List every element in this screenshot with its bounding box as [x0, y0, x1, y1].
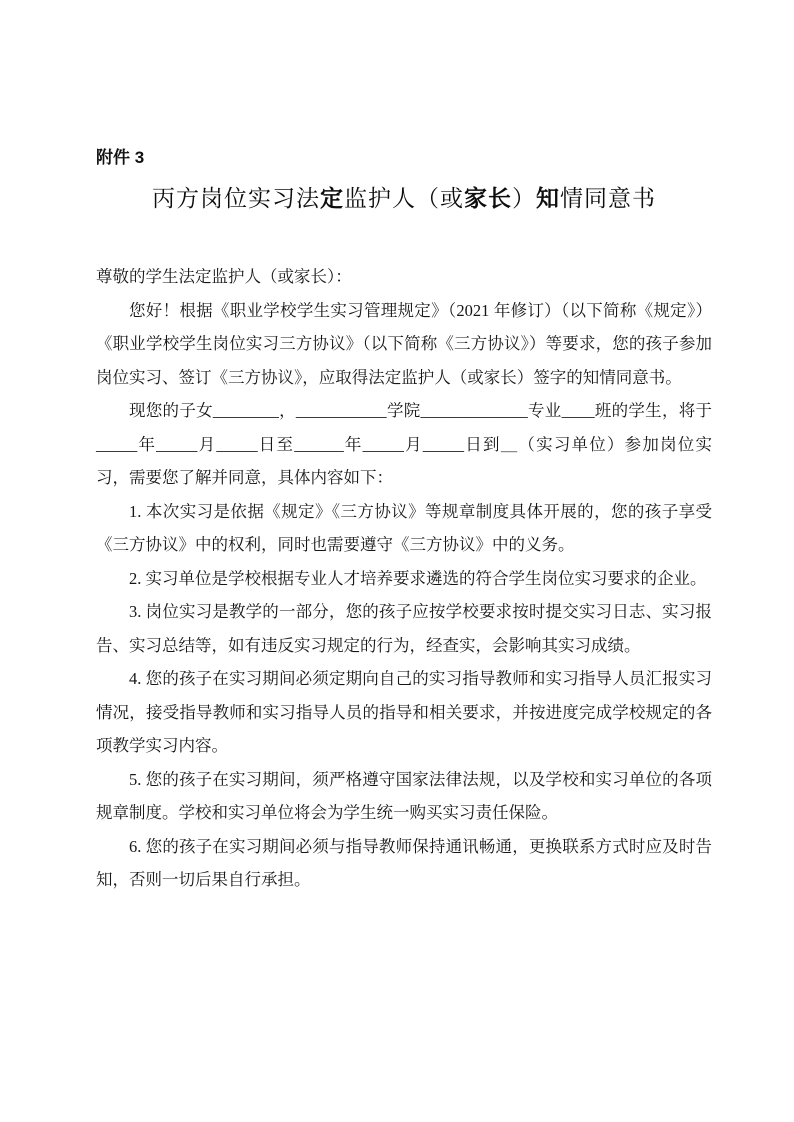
- greeting-line: 尊敬的学生法定监护人（或家长）：: [96, 267, 352, 286]
- title-segment-bold: 家长: [464, 186, 512, 211]
- title-segment-bold: 定: [320, 186, 344, 211]
- clause-4: 4. 您的孩子在实习期间必须定期向自己的实习指导教师和实习指导人员汇报实习情况，接受指导教师和实习指导人员的指导和相关要求，并按进度完成学校规定的各项教学实习内容。: [96, 669, 712, 755]
- clause-1: 1. 本次实习是依据《规定》《三方协议》等规章制度具体开展的，您的孩子享受《三方协议》中的权利，同时也需要遵守《三方协议》中的义务。: [96, 501, 712, 554]
- clause-2: 2. 实习单位是学校根据专业人才培养要求遴选的符合学生岗位实习要求的企业。: [129, 568, 707, 588]
- student-info-blanks-paragraph: 现您的子女________，___________学院_____________专业____班的学生，将于_____年_____月_____日至______年_____月_____日到＿（实习单位）参加岗位实习，需要您了解并同意，具体内容如下：: [96, 401, 712, 487]
- title-segment: 监护人（或: [344, 186, 464, 211]
- title-segment: 情同意书: [560, 186, 656, 211]
- attachment-label: 附件 3: [96, 148, 145, 167]
- clause-6: 6. 您的孩子在实习期间必须与指导教师保持通讯畅通，更换联系方式时应及时告知，否则一切后果自行承担。: [96, 836, 712, 889]
- title-segment: ）: [512, 186, 536, 211]
- title-segment-bold: 知: [536, 186, 560, 211]
- document-title: [96, 184, 712, 214]
- title-segment: 丙方岗位实习法: [152, 186, 320, 211]
- intro-paragraph: 您好！根据《职业学校学生实习管理规定》（2021 年修订）（以下简称《规定》）《职业学校学生岗位实习三方协议》（以下简称《三方协议》）等要求，您的孩子参加岗位实习、签订《三方协议》，应取得法定监护人（或家长）签字的知情同意书。: [96, 300, 712, 387]
- clause-5: 5. 您的孩子在实习期间，须严格遵守国家法律法规，以及学校和实习单位的各项规章制度。学校和实习单位将会为学生统一购买实习责任保险。: [96, 769, 712, 822]
- clause-3: 3. 岗位实习是教学的一部分，您的孩子应按学校要求按时提交实习日志、实习报告、实习总结等，如有违反实习规定的行为，经查实，会影响其实习成绩。: [96, 602, 712, 655]
